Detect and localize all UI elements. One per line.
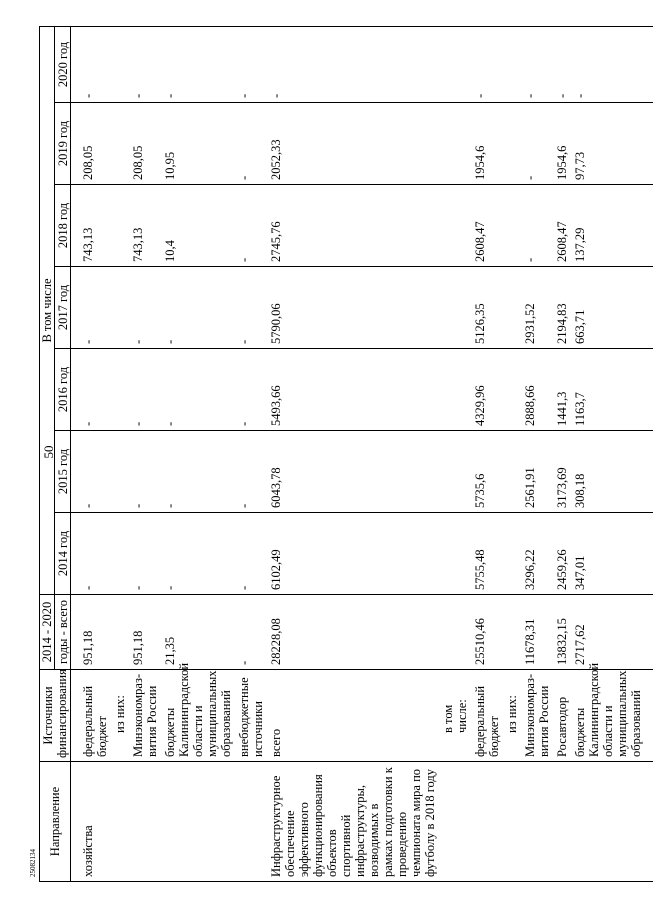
year-value-cell: 663,71 bbox=[571, 267, 645, 349]
direction-cell bbox=[129, 762, 161, 882]
total-cell bbox=[503, 595, 521, 670]
direction-cell bbox=[161, 762, 235, 882]
table-row bbox=[161, 26, 235, 881]
year-value-cell bbox=[503, 267, 521, 349]
year-value-cell: - bbox=[235, 26, 267, 102]
document-id: 25082134 bbox=[29, 849, 37, 877]
year-value-cell: 1954,6 bbox=[553, 103, 571, 185]
header-including: В том числе bbox=[40, 26, 55, 594]
year-value-cell: 4329,96 bbox=[471, 349, 503, 431]
table-spacer-row bbox=[645, 26, 653, 881]
year-value-cell: - bbox=[129, 513, 161, 595]
direction-cell bbox=[235, 762, 267, 882]
year-value-cell: - bbox=[235, 267, 267, 349]
total-cell: 21,35 bbox=[161, 595, 235, 670]
year-value-cell bbox=[439, 349, 471, 431]
year-value-cell: 743,13 bbox=[79, 185, 111, 267]
table-row bbox=[111, 26, 129, 881]
total-cell: 951,18 bbox=[79, 595, 111, 670]
source-cell: федеральный бюджет bbox=[79, 670, 111, 762]
header-direction: Направление bbox=[40, 762, 71, 882]
source-cell: в том числе: bbox=[439, 670, 471, 762]
year-value-cell bbox=[111, 103, 129, 185]
year-value-cell: - bbox=[79, 431, 111, 513]
year-value-cell: 2931,52 bbox=[521, 267, 553, 349]
year-value-cell bbox=[111, 185, 129, 267]
direction-cell bbox=[521, 762, 553, 882]
rotated-page-content bbox=[39, 27, 649, 882]
table-row bbox=[471, 26, 503, 881]
year-value-cell: - bbox=[129, 349, 161, 431]
year-value-cell: - bbox=[521, 103, 553, 185]
source-cell: внебюджетные источники bbox=[235, 670, 267, 762]
year-value-cell: 5735,6 bbox=[471, 431, 503, 513]
table-row bbox=[571, 26, 645, 881]
year-value-cell: 1441,3 bbox=[553, 349, 571, 431]
direction-cell: хозяйства bbox=[79, 762, 111, 882]
source-cell: Минэкономраз-вития России bbox=[521, 670, 553, 762]
year-value-cell bbox=[439, 26, 471, 102]
direction-cell bbox=[439, 762, 471, 882]
year-value-cell bbox=[439, 103, 471, 185]
year-value-cell: 5755,48 bbox=[471, 513, 503, 595]
source-cell: из них: bbox=[503, 670, 521, 762]
header-year: 2014 год bbox=[55, 513, 71, 595]
year-value-cell: - bbox=[571, 26, 645, 102]
year-value-cell: 2608,47 bbox=[471, 185, 503, 267]
year-value-cell bbox=[503, 431, 521, 513]
year-value-cell bbox=[111, 431, 129, 513]
total-cell bbox=[111, 595, 129, 670]
table-row bbox=[553, 26, 571, 881]
source-cell: Минэкономраз-вития России bbox=[129, 670, 161, 762]
year-value-cell bbox=[503, 513, 521, 595]
year-value-cell: 3173,69 bbox=[553, 431, 571, 513]
source-cell: Росавтодор bbox=[553, 670, 571, 762]
total-cell: 13832,15 bbox=[553, 595, 571, 670]
header-year: 2018 год bbox=[55, 185, 71, 267]
year-value-cell: - bbox=[235, 103, 267, 185]
page-number: 50 bbox=[41, 445, 56, 459]
table-body bbox=[71, 26, 653, 881]
year-value-cell: 10,95 bbox=[161, 103, 235, 185]
year-value-cell: 208,05 bbox=[79, 103, 111, 185]
year-value-cell bbox=[111, 26, 129, 102]
year-value-cell bbox=[439, 185, 471, 267]
year-value-cell bbox=[503, 185, 521, 267]
year-value-cell: - bbox=[521, 185, 553, 267]
year-value-cell: - bbox=[161, 267, 235, 349]
year-value-cell: 1163,7 bbox=[571, 349, 645, 431]
year-value-cell: 3296,22 bbox=[521, 513, 553, 595]
header-year: 2020 год bbox=[55, 26, 71, 102]
header-year: 2019 год bbox=[55, 103, 71, 185]
year-value-cell bbox=[111, 349, 129, 431]
year-value-cell: - bbox=[129, 267, 161, 349]
total-cell: 951,18 bbox=[129, 595, 161, 670]
year-value-cell: 2194,83 bbox=[553, 267, 571, 349]
header-year: 2017 год bbox=[55, 267, 71, 349]
year-value-cell: 137,29 bbox=[571, 185, 645, 267]
header-total-top: 2014 - 2020 bbox=[40, 595, 55, 670]
year-value-cell bbox=[439, 431, 471, 513]
year-value-cell: 743,13 bbox=[129, 185, 161, 267]
direction-cell bbox=[471, 762, 503, 882]
year-value-cell bbox=[439, 513, 471, 595]
year-value-cell: 10,4 bbox=[161, 185, 235, 267]
year-value-cell: - bbox=[235, 513, 267, 595]
year-value-cell: 2608,47 bbox=[553, 185, 571, 267]
year-value-cell: 2745,76 bbox=[267, 185, 439, 267]
header-year: 2015 год bbox=[55, 431, 71, 513]
header-total-bottom: годы - всего bbox=[55, 595, 71, 670]
year-value-cell: 5493,66 bbox=[267, 349, 439, 431]
year-value-cell: - bbox=[79, 267, 111, 349]
source-cell: бюджеты Калининградской области и муниципальных образований bbox=[571, 670, 645, 762]
direction-cell: Инфраструктурное обеспечение эффективного функционирования объектов спортивной инфраструктуры, возводимых в рамках подготовки к проведению чемпионата мира по футболу в 2018 году bbox=[267, 762, 439, 882]
direction-cell bbox=[553, 762, 571, 882]
year-value-cell: - bbox=[235, 349, 267, 431]
year-value-cell: 347,01 bbox=[571, 513, 645, 595]
year-value-cell: 5126,35 bbox=[471, 267, 503, 349]
table-spacer-row bbox=[71, 26, 80, 881]
table-header bbox=[40, 26, 71, 881]
total-cell: 2717,62 bbox=[571, 595, 645, 670]
funding-table bbox=[39, 26, 653, 882]
year-value-cell: - bbox=[161, 513, 235, 595]
year-value-cell bbox=[439, 267, 471, 349]
direction-cell bbox=[571, 762, 645, 882]
source-cell: из них: bbox=[111, 670, 129, 762]
year-value-cell: - bbox=[235, 431, 267, 513]
year-value-cell bbox=[503, 103, 521, 185]
source-cell: всего bbox=[267, 670, 439, 762]
year-value-cell: 97,73 bbox=[571, 103, 645, 185]
year-value-cell: 6102,49 bbox=[267, 513, 439, 595]
direction-cell bbox=[503, 762, 521, 882]
year-value-cell: - bbox=[553, 26, 571, 102]
year-value-cell: - bbox=[79, 349, 111, 431]
year-value-cell bbox=[111, 267, 129, 349]
year-value-cell: 208,05 bbox=[129, 103, 161, 185]
header-sources: Источники финансирования bbox=[40, 670, 71, 762]
year-value-cell: - bbox=[79, 513, 111, 595]
year-value-cell: 1954,6 bbox=[471, 103, 503, 185]
table-row bbox=[439, 26, 471, 881]
table-row bbox=[235, 26, 267, 881]
year-value-cell: - bbox=[235, 185, 267, 267]
table-row bbox=[521, 26, 553, 881]
year-value-cell bbox=[503, 26, 521, 102]
table-row bbox=[267, 26, 439, 881]
year-value-cell: 2561,91 bbox=[521, 431, 553, 513]
year-value-cell: 308,18 bbox=[571, 431, 645, 513]
year-value-cell: - bbox=[129, 431, 161, 513]
total-cell: - bbox=[235, 595, 267, 670]
header-year: 2016 год bbox=[55, 349, 71, 431]
year-value-cell: 2052,33 bbox=[267, 103, 439, 185]
year-value-cell: - bbox=[161, 349, 235, 431]
year-value-cell: - bbox=[161, 26, 235, 102]
total-cell: 25510,46 bbox=[471, 595, 503, 670]
direction-cell bbox=[111, 762, 129, 882]
year-value-cell bbox=[503, 349, 521, 431]
year-value-cell: 2888,66 bbox=[521, 349, 553, 431]
table-row bbox=[503, 26, 521, 881]
year-value-cell: - bbox=[79, 26, 111, 102]
year-value-cell: - bbox=[521, 26, 553, 102]
table-row bbox=[79, 26, 111, 881]
year-value-cell: - bbox=[267, 26, 439, 102]
year-value-cell: - bbox=[161, 431, 235, 513]
source-cell: федеральный бюджет bbox=[471, 670, 503, 762]
year-value-cell: - bbox=[129, 26, 161, 102]
source-cell: бюджеты Калининградской области и муниципальных образований bbox=[161, 670, 235, 762]
year-value-cell: 5790,06 bbox=[267, 267, 439, 349]
year-value-cell: - bbox=[471, 26, 503, 102]
year-value-cell: 2459,26 bbox=[553, 513, 571, 595]
year-value-cell bbox=[111, 513, 129, 595]
total-cell: 28228,08 bbox=[267, 595, 439, 670]
year-value-cell: 6043,78 bbox=[267, 431, 439, 513]
total-cell bbox=[439, 595, 471, 670]
total-cell: 11678,31 bbox=[521, 595, 553, 670]
table-row bbox=[129, 26, 161, 881]
